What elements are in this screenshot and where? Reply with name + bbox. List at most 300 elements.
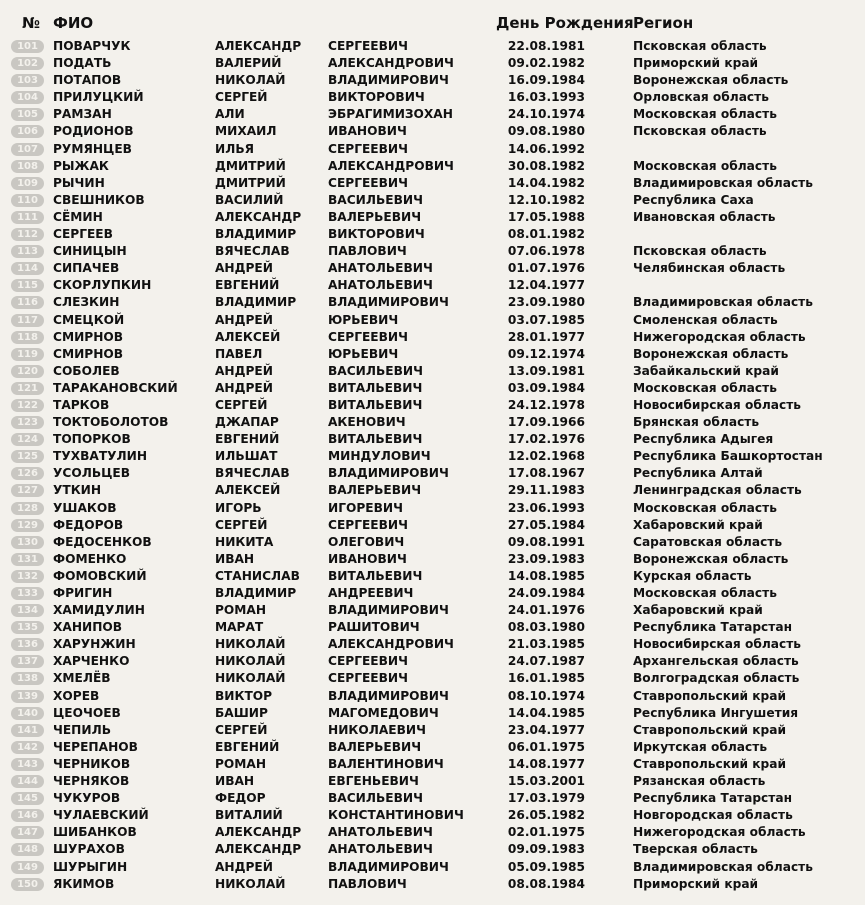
last-name: ЯКИМОВ — [53, 876, 115, 891]
region: Московская область — [633, 500, 777, 515]
first-name: ИВАН — [215, 774, 255, 789]
table-row — [0, 414, 865, 431]
first-name: АЛЕКСАНДР — [215, 825, 302, 840]
birth-date: 30.08.1982 — [507, 158, 585, 173]
patronymic: ЮРЬЕВИЧ — [328, 346, 399, 361]
birth-date: 14.06.1992 — [507, 141, 585, 156]
patronymic: РАШИТОВИЧ — [328, 620, 420, 635]
first-name: ВИКТОР — [215, 688, 273, 703]
first-name: НИКИТА — [215, 534, 274, 549]
patronymic: ПАВЛОВИЧ — [328, 876, 407, 891]
birth-date: 08.10.1974 — [507, 688, 585, 703]
birth-date: 09.02.1982 — [507, 56, 585, 71]
patronymic: ИВАНОВИЧ — [328, 551, 407, 566]
region: Челябинская область — [633, 261, 786, 276]
row-number: 104 — [11, 91, 44, 104]
row-number: 146 — [11, 809, 44, 822]
last-name: ШУРАХОВ — [53, 842, 125, 857]
patronymic: ИВАНОВИЧ — [328, 124, 407, 139]
table-row — [0, 619, 865, 636]
birth-date: 26.05.1982 — [507, 808, 585, 823]
row-number: 112 — [11, 228, 44, 241]
region: Воронежская область — [633, 346, 789, 361]
region: Владимировская область — [633, 175, 813, 190]
birth-date: 08.03.1980 — [507, 620, 585, 635]
last-name: ПРИЛУЦКИЙ — [53, 90, 144, 105]
birth-date: 03.09.1984 — [507, 380, 585, 395]
last-name: ФЕДОРОВ — [53, 517, 124, 532]
region: Республика Ингушетия — [633, 705, 799, 720]
birth-date: 13.09.1981 — [507, 363, 585, 378]
birth-date: 23.09.1980 — [507, 295, 585, 310]
region: Владимировская область — [633, 859, 813, 874]
first-name: РОМАН — [215, 603, 267, 618]
last-name: РОДИОНОВ — [53, 124, 134, 139]
region: Иркутская область — [633, 739, 768, 754]
row-number: 125 — [11, 450, 44, 463]
table-row — [0, 363, 865, 380]
birth-date: 23.06.1993 — [507, 500, 585, 515]
row-number: 131 — [11, 553, 44, 566]
last-name: ХАМИДУЛИН — [53, 603, 145, 618]
row-number: 101 — [11, 40, 44, 53]
birth-date: 14.04.1985 — [507, 705, 585, 720]
row-number: 117 — [11, 314, 44, 327]
patronymic: ВИТАЛЬЕВИЧ — [328, 397, 423, 412]
row-number: 105 — [11, 108, 44, 121]
table-row — [0, 158, 865, 175]
region: Нижегородская область — [633, 329, 806, 344]
region: Саратовская область — [633, 534, 783, 549]
patronymic: АЛЕКСАНДРОВИЧ — [328, 56, 454, 71]
region: Псковская область — [633, 39, 767, 53]
row-number: 136 — [11, 638, 44, 651]
row-number: 134 — [11, 604, 44, 617]
row-number: 138 — [11, 672, 44, 685]
table-row — [0, 431, 865, 448]
table-row — [0, 705, 865, 722]
patronymic: ЕВГЕНЬЕВИЧ — [328, 774, 419, 789]
table-row — [0, 585, 865, 602]
patronymic: ЭБРАГИМИЗОХАН — [328, 107, 453, 122]
birth-date: 08.01.1982 — [507, 227, 585, 242]
birth-date: 05.09.1985 — [507, 859, 585, 874]
first-name: ВЛАДИМИР — [215, 295, 297, 310]
birth-date: 17.08.1967 — [507, 466, 585, 481]
patronymic: ОЛЕГОВИЧ — [328, 534, 405, 549]
row-number: 148 — [11, 843, 44, 856]
table-row — [0, 568, 865, 585]
region: Московская область — [633, 107, 777, 122]
region: Республика Адыгея — [633, 432, 774, 447]
patronymic: СЕРГЕЕВИЧ — [328, 329, 408, 344]
region: Псковская область — [633, 124, 767, 139]
patronymic: МИНДУЛОВИЧ — [328, 449, 431, 464]
row-number: 109 — [11, 177, 44, 190]
patronymic: НИКОЛАЕВИЧ — [328, 722, 426, 737]
last-name: СМЕЦКОЙ — [53, 312, 125, 327]
patronymic: ВИТАЛЬЕВИЧ — [328, 568, 423, 583]
row-number: 122 — [11, 399, 44, 412]
table-row — [0, 380, 865, 397]
table-row — [0, 739, 865, 756]
row-number: 115 — [11, 279, 44, 292]
patronymic: СЕРГЕЕВИЧ — [328, 671, 408, 686]
patronymic: ИГОРЕВИЧ — [328, 500, 403, 515]
birth-date: 03.07.1985 — [507, 312, 585, 327]
region: Воронежская область — [633, 73, 789, 88]
patronymic: ВЛАДИМИРОВИЧ — [328, 688, 449, 703]
birth-date: 27.05.1984 — [507, 517, 585, 532]
patronymic: СЕРГЕЕВИЧ — [328, 141, 408, 156]
row-number: 119 — [11, 348, 44, 361]
table-row — [0, 602, 865, 619]
birth-date: 24.01.1976 — [507, 603, 585, 618]
first-name: АНДРЕЙ — [215, 363, 273, 378]
first-name: МИХАИЛ — [215, 124, 277, 139]
patronymic: ВИКТОРОВИЧ — [328, 227, 425, 242]
region: Приморский край — [633, 876, 759, 891]
patronymic: ВАСИЛЬЕВИЧ — [328, 363, 423, 378]
table-row — [0, 807, 865, 824]
table-row — [0, 243, 865, 260]
table-row — [0, 841, 865, 858]
table-row — [0, 175, 865, 192]
table-row — [0, 465, 865, 482]
last-name: РУМЯНЦЕВ — [53, 141, 132, 156]
table-row — [0, 346, 865, 363]
region: Архангельская область — [633, 654, 799, 669]
birth-date: 14.08.1985 — [507, 568, 585, 583]
table-row — [0, 517, 865, 534]
first-name: ВЛАДИМИР — [215, 586, 297, 600]
birth-date: 07.06.1978 — [507, 244, 585, 259]
birth-date: 06.01.1975 — [507, 739, 585, 754]
first-name: ФЕДОР — [215, 791, 266, 806]
birth-date: 21.03.1985 — [507, 637, 585, 652]
first-name: СЕРГЕЙ — [215, 397, 268, 412]
last-name: СОБОЛЕВ — [53, 363, 120, 378]
first-name: АНДРЕЙ — [215, 380, 273, 395]
row-number: 140 — [11, 707, 44, 720]
last-name: СЕРГЕЕВ — [53, 227, 113, 242]
row-number: 108 — [11, 160, 44, 173]
row-number: 127 — [11, 484, 44, 497]
patronymic: АКЕНОВИЧ — [328, 415, 406, 430]
birth-date: 16.03.1993 — [507, 90, 585, 105]
row-number: 103 — [11, 74, 44, 87]
region: Владимировская область — [633, 295, 813, 310]
last-name: СКОРЛУПКИН — [53, 278, 152, 293]
last-name: ХАРЧЕНКО — [53, 654, 130, 669]
row-number: 137 — [11, 655, 44, 668]
first-name: АНДРЕЙ — [215, 261, 273, 276]
patronymic: ВЛАДИМИРОВИЧ — [328, 603, 449, 618]
table-row — [0, 688, 865, 705]
table-row — [0, 209, 865, 226]
first-name: ДМИТРИЙ — [215, 158, 286, 173]
table-row — [0, 636, 865, 653]
last-name: ЦЕОЧОЕВ — [53, 705, 121, 720]
table-row — [0, 756, 865, 773]
table-row — [0, 448, 865, 465]
header-region: Регион — [633, 14, 694, 32]
region: Приморский край — [633, 56, 759, 71]
patronymic: ВАЛЕРЬЕВИЧ — [328, 483, 422, 498]
birth-date: 12.02.1968 — [507, 449, 585, 464]
row-number: 132 — [11, 570, 44, 583]
first-name: АЛЕКСЕЙ — [215, 483, 281, 498]
birth-date: 09.08.1991 — [507, 534, 585, 549]
first-name: РОМАН — [215, 756, 267, 771]
row-number: 135 — [11, 621, 44, 634]
table-row — [0, 859, 865, 876]
first-name: НИКОЛАЙ — [215, 876, 286, 891]
region: Нижегородская область — [633, 825, 806, 840]
first-name: СТАНИСЛАВ — [215, 568, 300, 583]
patronymic: ВАСИЛЬЕВИЧ — [328, 791, 423, 806]
region: Брянская область — [633, 415, 760, 430]
table-row — [0, 38, 865, 55]
first-name: ВЯЧЕСЛАВ — [215, 244, 290, 259]
table-row — [0, 294, 865, 311]
last-name: ШИБАНКОВ — [53, 825, 137, 840]
last-name: ЧЕРЕПАНОВ — [53, 739, 138, 754]
region: Забайкальский край — [633, 363, 779, 378]
patronymic: АНАТОЛЬЕВИЧ — [328, 842, 433, 857]
first-name: ВИТАЛИЙ — [215, 808, 283, 823]
row-number: 121 — [11, 382, 44, 395]
first-name: БАШИР — [215, 705, 268, 720]
patronymic: СЕРГЕЕВИЧ — [328, 654, 408, 669]
last-name: ФОМОВСКИЙ — [53, 568, 147, 583]
region: Республика Татарстан — [633, 791, 792, 806]
patronymic: АНДРЕЕВИЧ — [328, 586, 414, 600]
birth-date: 09.08.1980 — [507, 124, 585, 139]
table-row — [0, 482, 865, 499]
patronymic: ПАВЛОВИЧ — [328, 244, 407, 259]
last-name: УСОЛЬЦЕВ — [53, 466, 131, 481]
region: Воронежская область — [633, 551, 789, 566]
patronymic: ВАСИЛЬЕВИЧ — [328, 192, 423, 207]
first-name: НИКОЛАЙ — [215, 637, 286, 652]
first-name: ИГОРЬ — [215, 500, 262, 515]
birth-date: 09.09.1983 — [507, 842, 585, 857]
last-name: СМИРНОВ — [53, 329, 124, 344]
first-name: АЛЕКСАНДР — [215, 209, 302, 224]
row-number: 142 — [11, 741, 44, 754]
table-row — [0, 226, 865, 243]
row-number: 139 — [11, 690, 44, 703]
last-name: СИПАЧЕВ — [53, 261, 120, 276]
first-name: АЛЕКСЕЙ — [215, 329, 281, 344]
birth-date: 24.12.1978 — [507, 397, 585, 412]
first-name: ДМИТРИЙ — [215, 175, 286, 190]
region: Новосибирская область — [633, 637, 802, 652]
last-name: РАМЗАН — [53, 107, 112, 122]
region: Ивановская область — [633, 209, 776, 224]
last-name: ФРИГИН — [53, 586, 113, 600]
birth-date: 14.04.1982 — [507, 175, 585, 190]
birth-date: 24.09.1984 — [507, 586, 585, 600]
patronymic: ВИТАЛЬЕВИЧ — [328, 380, 423, 395]
row-number: 110 — [11, 194, 44, 207]
header-fio: ФИО — [53, 14, 94, 32]
header-number: № — [22, 14, 41, 32]
birth-date: 08.08.1984 — [507, 876, 585, 891]
first-name: ЕВГЕНИЙ — [215, 739, 280, 754]
birth-date: 16.09.1984 — [507, 73, 585, 88]
row-number: 126 — [11, 467, 44, 480]
first-name: АЛЕКСАНДР — [215, 39, 302, 53]
first-name: АНДРЕЙ — [215, 859, 273, 874]
row-number: 145 — [11, 792, 44, 805]
patronymic: ВАЛЕРЬЕВИЧ — [328, 209, 422, 224]
patronymic: ВАЛЕНТИНОВИЧ — [328, 756, 444, 771]
last-name: СВЕШНИКОВ — [53, 192, 145, 207]
first-name: ВЛАДИМИР — [215, 227, 297, 242]
last-name: ЧУЛАЕВСКИЙ — [53, 808, 149, 823]
row-number: 107 — [11, 143, 44, 156]
table-row — [0, 876, 865, 893]
first-name: СЕРГЕЙ — [215, 722, 268, 737]
region: Курская область — [633, 568, 752, 583]
row-number: 149 — [11, 861, 44, 874]
row-number: 114 — [11, 262, 44, 275]
last-name: СМИРНОВ — [53, 346, 124, 361]
table-header — [0, 14, 865, 38]
last-name: ТАРАКАНОВСКИЙ — [53, 380, 178, 395]
region: Республика Саха — [633, 192, 754, 207]
region: Республика Алтай — [633, 466, 763, 481]
birth-date: 02.01.1975 — [507, 825, 585, 840]
first-name: ИЛЬЯ — [215, 141, 254, 156]
table-row — [0, 312, 865, 329]
birth-date: 16.01.1985 — [507, 671, 585, 686]
patronymic: АЛЕКСАНДРОВИЧ — [328, 158, 454, 173]
birth-date: 14.08.1977 — [507, 756, 585, 771]
first-name: ИЛЬШАТ — [215, 449, 278, 464]
birth-date: 17.05.1988 — [507, 209, 585, 224]
table-row — [0, 500, 865, 517]
birth-date: 24.07.1987 — [507, 654, 585, 669]
first-name: АЛЕКСАНДР — [215, 842, 302, 857]
row-number: 141 — [11, 724, 44, 737]
last-name: ХОРЕВ — [53, 688, 100, 703]
row-number: 116 — [11, 296, 44, 309]
row-number: 111 — [11, 211, 44, 224]
row-number: 128 — [11, 502, 44, 515]
first-name: НИКОЛАЙ — [215, 671, 286, 686]
table-row — [0, 55, 865, 72]
row-number: 130 — [11, 536, 44, 549]
last-name: ЧУКУРОВ — [53, 791, 121, 806]
row-number: 113 — [11, 245, 44, 258]
first-name: СЕРГЕЙ — [215, 90, 268, 105]
patronymic: АЛЕКСАНДРОВИЧ — [328, 637, 454, 652]
last-name: ПОВАРЧУК — [53, 39, 131, 53]
last-name: ХАНИПОВ — [53, 620, 123, 635]
patronymic: АНАТОЛЬЕВИЧ — [328, 261, 433, 276]
first-name: АЛИ — [215, 107, 245, 122]
birth-date: 28.01.1977 — [507, 329, 585, 344]
last-name: СЛЕЗКИН — [53, 295, 120, 310]
last-name: ТАРКОВ — [53, 397, 110, 412]
row-number: 133 — [11, 587, 44, 600]
birth-date: 17.09.1966 — [507, 415, 585, 430]
patronymic: ВИКТОРОВИЧ — [328, 90, 425, 105]
last-name: ПОДАТЬ — [53, 56, 112, 71]
last-name: ЧЕРНИКОВ — [53, 756, 131, 771]
last-name: ФОМЕНКО — [53, 551, 127, 566]
patronymic: АНАТОЛЬЕВИЧ — [328, 278, 433, 293]
region: Хабаровский край — [633, 517, 763, 532]
table-row — [0, 141, 865, 158]
first-name: СЕРГЕЙ — [215, 517, 268, 532]
last-name: ЧЕРНЯКОВ — [53, 774, 130, 789]
table-row — [0, 773, 865, 790]
birth-date: 01.07.1976 — [507, 261, 585, 276]
patronymic: ВЛАДИМИРОВИЧ — [328, 295, 449, 310]
last-name: УТКИН — [53, 483, 102, 498]
patronymic: ВАЛЕРЬЕВИЧ — [328, 739, 422, 754]
people-list — [0, 38, 865, 893]
birth-date: 15.03.2001 — [507, 774, 585, 789]
patronymic: ЮРЬЕВИЧ — [328, 312, 399, 327]
birth-date: 23.04.1977 — [507, 722, 585, 737]
last-name: ХМЕЛЁВ — [53, 671, 111, 686]
region: Ставропольский край — [633, 688, 787, 703]
row-number: 102 — [11, 57, 44, 70]
region: Новгородская область — [633, 808, 793, 823]
region: Ленинградская область — [633, 483, 802, 498]
first-name: ДЖАПАР — [215, 415, 279, 430]
patronymic: СЕРГЕЕВИЧ — [328, 175, 408, 190]
last-name: СИНИЦЫН — [53, 244, 127, 259]
patronymic: АНАТОЛЬЕВИЧ — [328, 825, 433, 840]
row-number: 147 — [11, 826, 44, 839]
patronymic: КОНСТАНТИНОВИЧ — [328, 808, 464, 823]
last-name: ТУХВАТУЛИН — [53, 449, 148, 464]
row-number: 129 — [11, 519, 44, 532]
patronymic: ВИТАЛЬЕВИЧ — [328, 432, 423, 447]
table-row — [0, 72, 865, 89]
region: Орловская область — [633, 90, 769, 105]
birth-date: 09.12.1974 — [507, 346, 585, 361]
header-birthday: День Рождения — [496, 14, 634, 32]
table-row — [0, 260, 865, 277]
last-name: ФЕДОСЕНКОВ — [53, 534, 152, 549]
row-number: 123 — [11, 416, 44, 429]
region: Рязанская область — [633, 774, 766, 789]
region: Волгоградская область — [633, 671, 800, 686]
patronymic: СЕРГЕЕВИЧ — [328, 517, 408, 532]
region: Ставропольский край — [633, 722, 787, 737]
first-name: АНДРЕЙ — [215, 312, 273, 327]
first-name: ВЯЧЕСЛАВ — [215, 466, 290, 481]
last-name: РЫЧИН — [53, 175, 105, 190]
row-number: 106 — [11, 125, 44, 138]
row-number: 150 — [11, 878, 44, 891]
last-name: ШУРЫГИН — [53, 859, 128, 874]
region: Хабаровский край — [633, 603, 763, 618]
first-name: НИКОЛАЙ — [215, 73, 286, 88]
last-name: ХАРУНЖИН — [53, 637, 136, 652]
patronymic: ВЛАДИМИРОВИЧ — [328, 466, 449, 481]
table-row — [0, 277, 865, 294]
region: Новосибирская область — [633, 397, 802, 412]
table-row — [0, 89, 865, 106]
